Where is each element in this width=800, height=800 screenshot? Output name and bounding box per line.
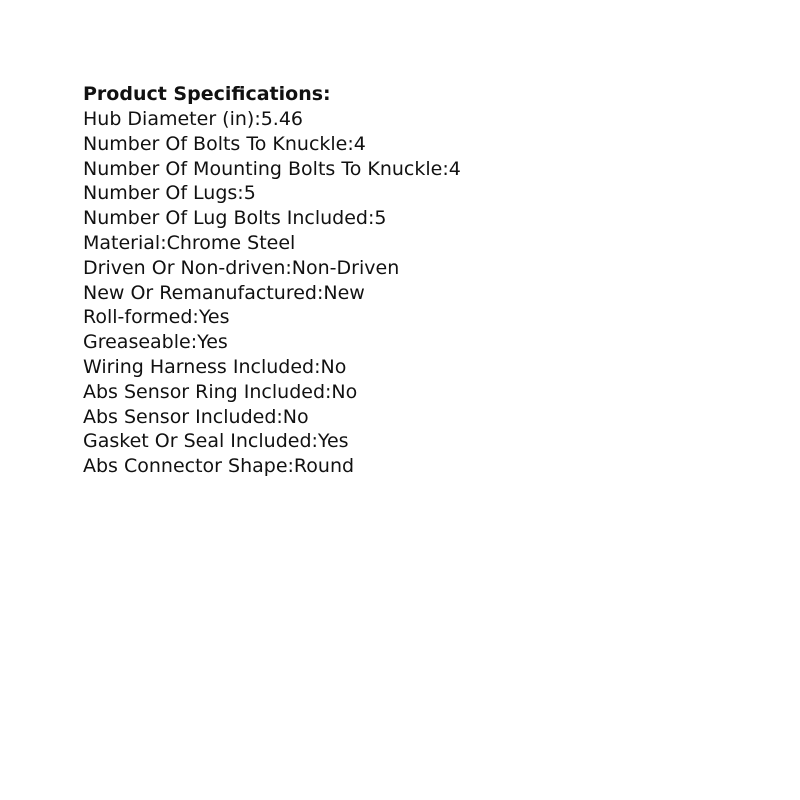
spec-item-lug-bolts-included: Number Of Lug Bolts Included:5 bbox=[83, 207, 387, 230]
spec-item-gasket-or-seal: Gasket Or Seal Included:Yes bbox=[83, 430, 349, 453]
spec-item-new-or-remanufactured: New Or Remanufactured:New bbox=[83, 281, 365, 304]
spec-item-greaseable: Greaseable:Yes bbox=[83, 331, 228, 354]
spec-item-abs-sensor: Abs Sensor Included:No bbox=[83, 405, 309, 428]
spec-item-bolts-to-knuckle: Number Of Bolts To Knuckle:4 bbox=[83, 132, 366, 155]
spec-item-abs-sensor-ring: Abs Sensor Ring Included:No bbox=[83, 380, 358, 403]
product-specifications bbox=[83, 81, 773, 479]
spec-item-driven: Driven Or Non-driven:Non-Driven bbox=[83, 256, 400, 279]
spec-item-material: Material:Chrome Steel bbox=[83, 231, 296, 254]
spec-item-lugs: Number Of Lugs:5 bbox=[83, 182, 256, 205]
spec-item-wiring-harness: Wiring Harness Included:No bbox=[83, 355, 347, 378]
spec-item-hub-diameter: Hub Diameter (in):5.46 bbox=[83, 108, 304, 130]
spec-item-abs-connector-shape: Abs Connector Shape:Round bbox=[83, 455, 355, 478]
spec-item-roll-formed: Roll-formed:Yes bbox=[83, 306, 230, 329]
spec-item-mounting-bolts-to-knuckle: Number Of Mounting Bolts To Knuckle:4 bbox=[83, 157, 461, 180]
spec-list bbox=[83, 107, 773, 479]
spec-heading: Product Specifications: bbox=[83, 83, 331, 105]
